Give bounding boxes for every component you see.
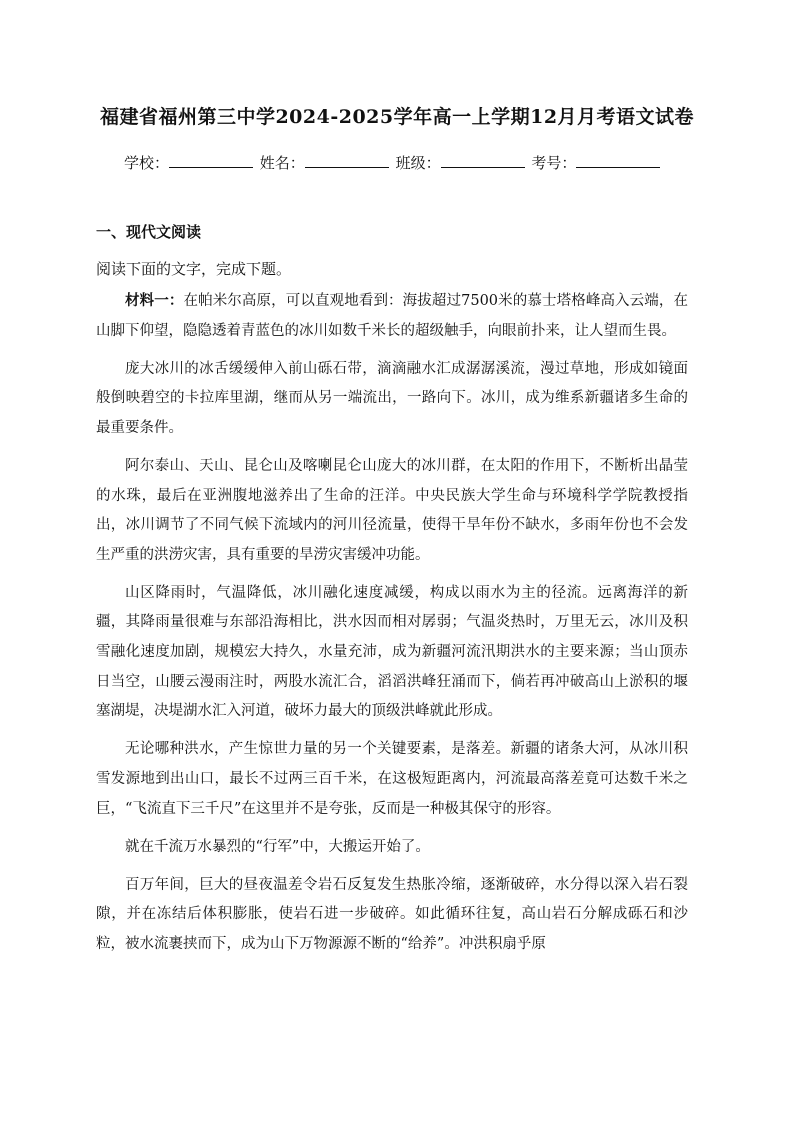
school-blank[interactable] [169, 153, 253, 168]
paragraph: 百万年间，巨大的昼夜温差令岩石反复发生热胀冷缩，逐渐破碎，水分得以深入岩石裂隙，并在冻结后体积膨胀，使岩石进一步破碎。如此循环往复，高山岩石分解成砾石和沙粒，被水流裹挟而下，成为山下万物源源不断的“给养”。冲洪积扇乎原 [96, 876, 688, 952]
exam-number-blank[interactable] [576, 153, 660, 168]
paragraph-text: 在帕米尔高原，可以直观地看到：海拔超过7500米的慕士塔格峰高入云端，在山脚下仰望，隐隐透着青蓝色的冰川如数千米长的超级触手，向眼前扑来，让人望而生畏。 [96, 293, 689, 339]
student-info-row [124, 152, 684, 173]
exam-title: 福建省福州第三中学2024-2025学年高一上学期12月月考语文试卷 [99, 106, 695, 128]
class-label: 班级： [395, 154, 441, 172]
paragraph [96, 286, 688, 346]
reading-instruction: 阅读下面的文字，完成下题。 [96, 260, 292, 278]
name-label: 姓名： [259, 154, 305, 172]
material-label: 材料一： [125, 292, 184, 309]
paragraph: 无论哪种洪水，产生惊世力量的另一个关键要素，是落差。新疆的诸条大河，从冰川积雪发源地到出山口，最长不过两三百千米，在这极短距离内，河流最高落差竟可达数千米之巨，“飞流直下三千尺”在这里并不是夸张，反而是一种极其保守的形容。 [96, 741, 688, 817]
paragraph: 阿尔泰山、天山、昆仑山及喀喇昆仑山庞大的冰川群，在太阳的作用下，不断析出晶莹的水珠，最后在亚洲腹地滋养出了生命的汪洋。中央民族大学生命与环境科学学院教授指出，冰川调节了不同气候下流域内的河川径流量，使得干旱年份不缺水，多雨年份也不会发生严重的洪涝灾害，具有重要的旱涝灾害缓冲功能。 [96, 457, 688, 563]
name-blank[interactable] [305, 153, 389, 168]
class-blank[interactable] [441, 153, 525, 168]
school-label: 学校： [124, 154, 170, 172]
paragraph: 庞大冰川的冰舌缓缓伸入前山砾石带，滴滴融水汇成潺潺溪流，漫过草地，形成如镜面般倒映碧空的卡拉库里湖，继而从另一端流出，一路向下。冰川，成为维系新疆诸多生命的最重要条件。 [96, 360, 688, 436]
paragraph: 山区降雨时，气温降低，冰川融化速度减缓，构成以雨水为主的径流。远离海洋的新疆，其降雨量很难与东部沿海相比，洪水因而相对孱弱；气温炎热时，万里无云，冰川及积雪融化速度加剧，规模宏大持久，水量充沛，成为新疆河流汛期洪水的主要来源；当山顶赤日当空，山腰云漫雨注时，两股水流汇合，滔滔洪峰狂涌而下，倘若再冲破高山上淤积的堰塞湖堤，决堤湖水汇入河道，破坏力最大的顶级洪峰就此形成。 [96, 584, 688, 720]
paragraph: 就在千流万水暴烈的“行军”中，大搬运开始了。 [125, 838, 430, 855]
reading-material [96, 286, 688, 968]
section-heading: 一、现代文阅读 [96, 223, 202, 241]
exam-number-label: 考号： [531, 154, 577, 172]
